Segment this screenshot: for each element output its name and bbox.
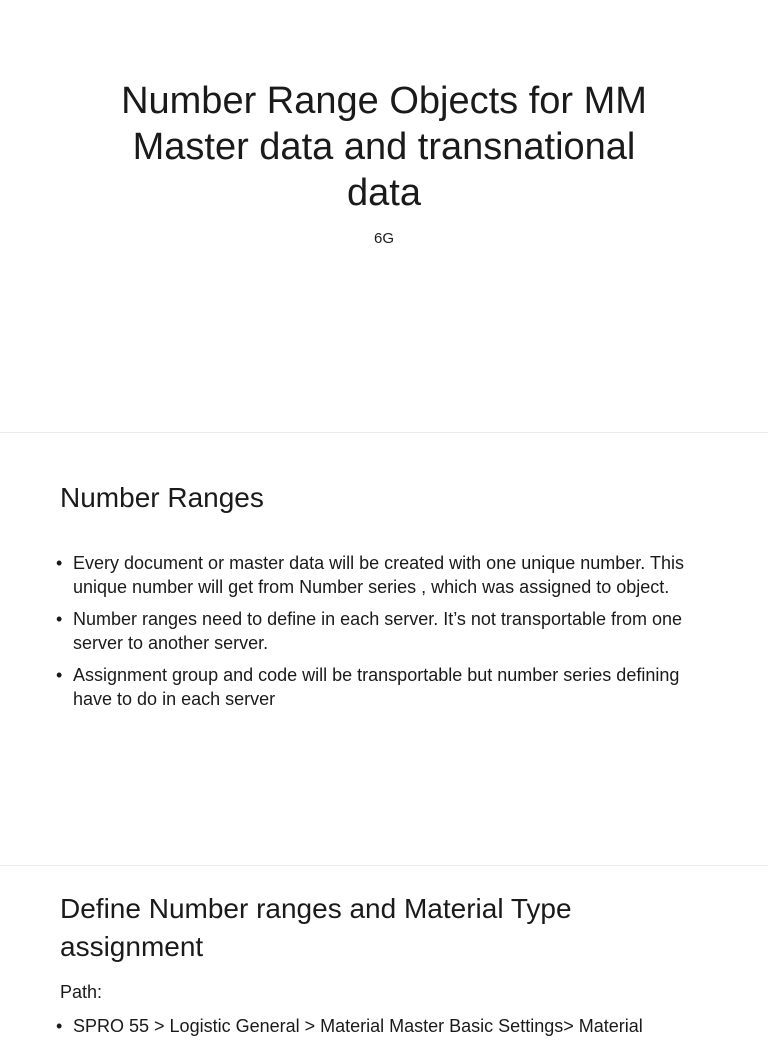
list-item [56, 1014, 716, 1038]
title-slide [0, 0, 768, 432]
define-number-ranges-slide [0, 866, 768, 1036]
slide-heading: Number Ranges [60, 482, 264, 513]
list-item [56, 663, 716, 711]
title-line-2: Master data and transnational [132, 126, 636, 168]
bullet-list [56, 1014, 716, 1046]
bullet-icon: • [56, 1016, 63, 1036]
title-line-3: data [347, 172, 421, 214]
bullet-text: SPRO 55 > Logistic General > Material Master Basic Settings> Material [73, 1016, 643, 1036]
list-item [56, 607, 716, 655]
list-item [56, 551, 716, 599]
title-line-1: Number Range Objects for MM [121, 80, 647, 122]
bullet-icon: • [56, 609, 63, 629]
path-label: Path: [60, 982, 103, 1002]
presentation-title [60, 78, 708, 216]
bullet-list [56, 551, 716, 719]
bullet-text: Number ranges need to define in each server. It’s not transportable from one server to another server. [73, 609, 683, 653]
bullet-icon: • [56, 553, 63, 573]
bullet-text: Assignment group and code will be transportable but number series defining have to do in each server [73, 665, 680, 709]
bullet-icon: • [56, 665, 63, 685]
bullet-text: Every document or master data will be created with one unique number. This unique number will get from Number series , which was assigned to object. [73, 553, 684, 597]
slide-heading: Define Number ranges and Material Type assignment [60, 893, 572, 962]
presentation-subtitle: 6G [373, 230, 394, 247]
number-ranges-slide [0, 433, 768, 865]
